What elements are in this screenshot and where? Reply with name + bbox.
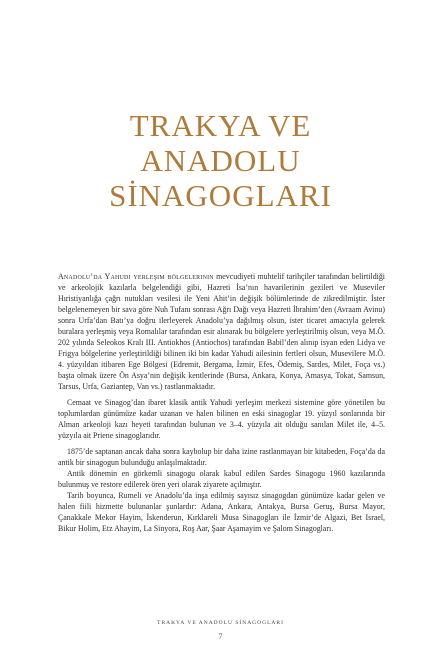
chapter-body [58,271,385,534]
chapter-title-line-2: ANADOLU [140,143,301,178]
paragraph-2: Cemaat ve Sinagog’dan ibaret klasik antik Yahudi yerleşim merkezi sistemine göre yönetilen bu toplumlardan günümüze kadar uzanan ve halen bilinen en eski sinagoglar 19. yüzyıl sonlarında bir Alman arkeoloji kazı heyeti tarafından bulunan ve 3–4. yüzyıla ait olduğu sanılan Milet ile, 4–5. yüzyıla ait Priene sinagoglarıdır. [58,398,385,440]
paragraph-1-text: mevcudiyeti muhtelif tarihçiler tarafından belirtildiği ve arkeolojik kazılarla belgelendiği gibi, Hazreti İsa’nın havarilerinin gezileri ve Museviler Hıristiyanlığa çağrı nutukları vesilesi ile Yeni Ahit’in değişik bölümlerinde de zikredilmiştir. İster belgelenemeyen bir sava göre Nuh Tufanı sonrası Ağrı Dağı veya Hazreti İbrahim’den (Avraam Avinu) sonra Urfa’dan Batı’ya doğru ilerleyerek Anadolu’ya dağılmış olsun, ister ticaret amacıyla gelerek buralara yerleşmiş veya Romalılar tarafından esir alınarak bu bölgelere yerleştirilmiş olsun, veya M.Ö. 202 yılında Seleokos Kralı III. Antiokhos (Antiochos) tarafından Babil’den alınıp isyan eden Lidya ve Frigya bölgelerine yerleştirildiği bilinen iki bin kadar Yahudi ailesinin fertleri olsun, Musevilere M.Ö. 4. yüzyıldan itibaren Ege Bölgesi (Edremit, Bergama, İzmir, Efes, Ödemiş, Sardes, Milet, Foça vs.) başta olmak üzere Ön Asya’nın değişik kentlerinde (Bursa, Ankara, Konya, Amasya, Tokat, Samsun, Tarsus, Urfa, Gaziantep, Van vs.) rastlanmaktadır. [58,272,385,391]
paragraph-1 [58,271,385,392]
paragraph-3: 1875’de saptanan ancak daha sonra kaybolup bir daha izine rastlanmayan bir kitabeden, Foça’da da antik bir sinagogun bulunduğu anlaşılmaktadır. [58,447,385,467]
running-footer: TRAKYA VE ANADOLU SİNAGOGLARI [157,620,284,626]
paragraph-1-lead: Anadolu’da Yahudi yerleşim bölgelerinin [58,272,214,281]
chapter-title-line-3: SİNAGOGLARI [109,178,332,213]
chapter-title-line-1: TRAKYA VE [129,108,312,143]
page-number: 7 [218,632,223,641]
paragraph-5: Tarih boyunca, Rumeli ve Anadolu’da inşa edilmiş sayısız sinagogdan günümüze kadar gelen ve halen fiili hizmette bulunanlar şunlardır: Adana, Ankara, Antakya, Bursa Geruş, Bursa Mayor, Çanakkale Mekor Hayim, İskenderun, Kırklareli Musa Sinagogları ile İzmir’de Algazi, Bet Israel, Bikur Holim, Etz Ahayim, La Sinyora, Roş Aar, Şaar Aşamayim ve Şalom Sinagogları. [58,491,385,533]
chapter-title [0,108,441,213]
paragraph-4: Antik dönemin en görkemli sinagogu olarak kabul edilen Sardes Sinagogu 1960 kazılarında bulunmuş ve restore edilerek ören yeri olarak ziyarete açılmıştır. [58,469,385,489]
